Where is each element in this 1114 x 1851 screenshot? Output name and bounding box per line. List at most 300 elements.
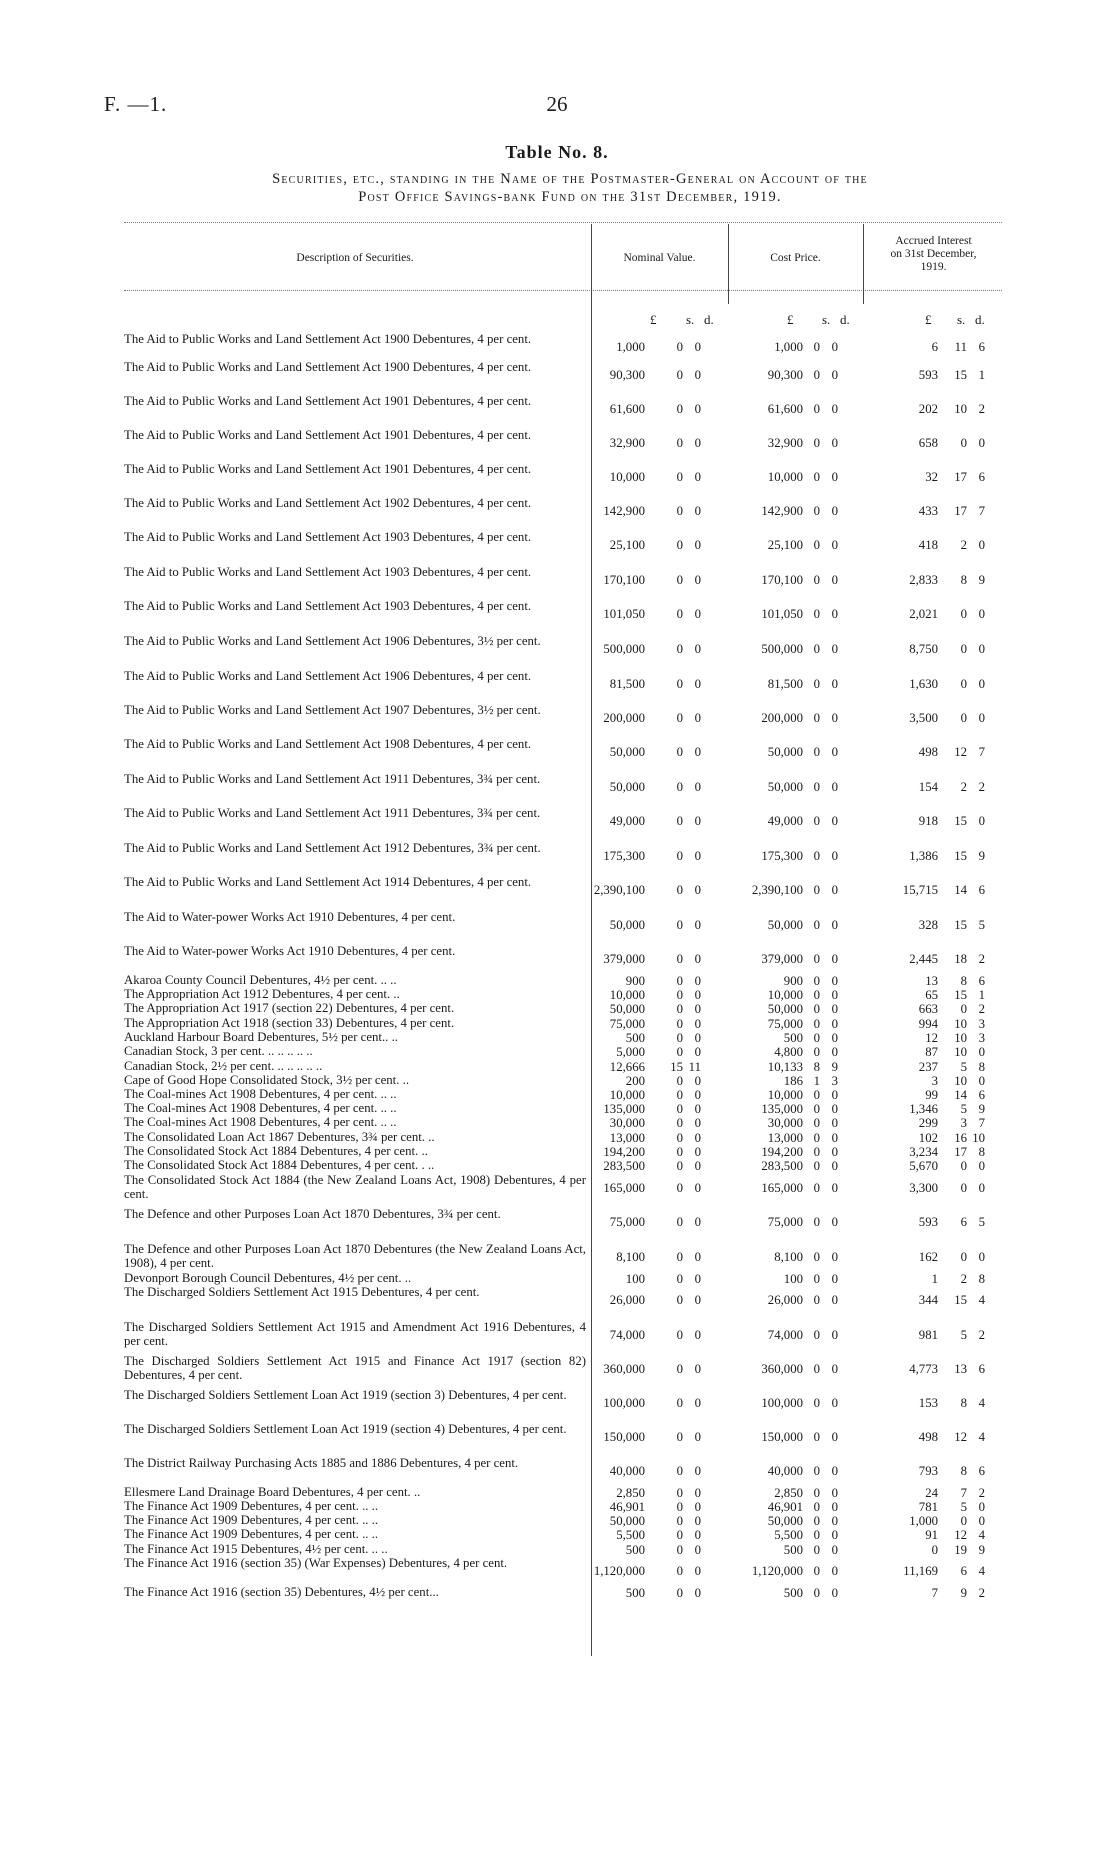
cost-shillings: 0 (813, 883, 820, 897)
cost-shillings: 0 (813, 402, 820, 416)
cost-shillings: 0 (813, 368, 820, 382)
cost-pence: 0 (831, 974, 838, 988)
header-accrued-interest (865, 235, 1002, 274)
security-description: The Discharged Soldiers Settlement Loan Act 1919 (section 3) Debentures, 4 per cent. (124, 1388, 567, 1402)
cost-price: 142,900 (761, 504, 803, 518)
cost-shillings: 0 (813, 1500, 820, 1514)
nominal-pence: 0 (694, 538, 701, 552)
security-description: The Aid to Public Works and Land Settlement Act 1914 Debentures, 4 per cent. (124, 875, 532, 889)
header-interest-line-3: 1919. (920, 261, 947, 273)
cost-shillings: 0 (813, 1102, 820, 1116)
cost-shillings: 0 (813, 952, 820, 966)
interest-pence: 4 (978, 1528, 985, 1542)
interest-shillings: 0 (960, 1514, 967, 1528)
cost-shillings: 0 (813, 1131, 820, 1145)
nominal-shillings: 0 (676, 1017, 683, 1031)
nominal-value: 150,000 (603, 1430, 645, 1444)
interest-pence: 2 (978, 780, 985, 794)
interest-pounds: 1,630 (909, 677, 938, 691)
interest-pounds: 299 (918, 1116, 938, 1130)
security-description: The Aid to Water-power Works Act 1910 Debentures, 4 per cent. (124, 910, 456, 924)
nominal-pence: 0 (694, 1002, 701, 1016)
nominal-value: 30,000 (609, 1116, 645, 1130)
nominal-pence: 0 (694, 470, 701, 484)
cost-shillings: 0 (813, 1486, 820, 1500)
cost-shillings: 0 (813, 849, 820, 863)
interest-pounds: 981 (918, 1328, 938, 1342)
nominal-pence: 0 (694, 1215, 701, 1229)
interest-pence: 0 (978, 538, 985, 552)
interest-pence: 0 (978, 1045, 985, 1059)
cost-pence: 0 (831, 1116, 838, 1130)
interest-pence: 6 (978, 470, 985, 484)
cost-shillings: 0 (813, 988, 820, 1002)
cost-price: 2,850 (774, 1486, 803, 1500)
cost-shillings: 0 (813, 1250, 820, 1264)
security-description: The Aid to Public Works and Land Settlement Act 1906 Debentures, 3½ per cent. (124, 634, 541, 648)
nominal-shillings: 0 (676, 1045, 683, 1059)
security-description: The Appropriation Act 1918 (section 33) Debentures, 4 per cent. (124, 1016, 455, 1030)
cost-shillings: 0 (813, 1564, 820, 1578)
cost-price: 50,000 (767, 918, 803, 932)
cost-price: 50,000 (767, 1002, 803, 1016)
cost-pence: 0 (831, 642, 838, 656)
security-description: The Aid to Public Works and Land Settlement Act 1906 Debentures, 4 per cent. (124, 669, 532, 683)
nominal-shillings: 0 (676, 1396, 683, 1410)
nominal-shillings: 0 (676, 1293, 683, 1307)
interest-shillings: 10 (954, 1074, 967, 1088)
cost-pence: 0 (831, 402, 838, 416)
nominal-pence: 0 (694, 745, 701, 759)
nominal-shillings: 0 (676, 1116, 683, 1130)
nominal-pence: 0 (694, 573, 701, 587)
security-description: The Aid to Public Works and Land Settlement Act 1903 Debentures, 4 per cent. (124, 599, 532, 613)
nominal-pence: 0 (694, 1159, 701, 1173)
interest-pence: 5 (978, 918, 985, 932)
cost-pence: 0 (831, 1045, 838, 1059)
cost-price: 150,000 (761, 1430, 803, 1444)
nominal-pence: 0 (694, 1362, 701, 1376)
subtitle-line-2: Post Office Savings-bank Fund on the 31st December, 1919. (358, 189, 782, 205)
cost-shillings: 0 (813, 1328, 820, 1342)
interest-shillings: 5 (960, 1328, 967, 1342)
nominal-shillings: 0 (676, 1486, 683, 1500)
nominal-shillings: 0 (676, 1159, 683, 1173)
nominal-value: 142,900 (603, 504, 645, 518)
cost-shillings: 0 (813, 780, 820, 794)
interest-shillings: 19 (954, 1543, 967, 1557)
nominal-value: 12,666 (609, 1060, 645, 1074)
nominal-pence: 0 (694, 1031, 701, 1045)
nominal-pence: 0 (694, 1181, 701, 1195)
nominal-pence: 0 (694, 504, 701, 518)
nominal-shillings: 0 (676, 1272, 683, 1286)
interest-pounds: 1,386 (909, 849, 938, 863)
interest-pounds: 3,234 (909, 1145, 938, 1159)
nominal-shillings: 0 (676, 368, 683, 382)
security-description: Akaroa County Council Debentures, 4½ per cent. .. .. (124, 973, 397, 987)
interest-pounds: 498 (918, 1430, 938, 1444)
nominal-pence: 0 (694, 436, 701, 450)
nominal-value: 379,000 (603, 952, 645, 966)
interest-pence: 6 (978, 1088, 985, 1102)
nominal-shillings: 0 (676, 1002, 683, 1016)
cost-pence: 0 (831, 1002, 838, 1016)
cost-shillings: 0 (813, 436, 820, 450)
cost-pence: 0 (831, 573, 838, 587)
security-description: The Finance Act 1909 Debentures, 4 per cent. .. .. (124, 1499, 379, 1513)
cost-pence: 0 (831, 988, 838, 1002)
nominal-value: 170,100 (603, 573, 645, 587)
interest-pounds: 344 (918, 1293, 938, 1307)
cost-price: 50,000 (767, 780, 803, 794)
interest-pounds: 498 (918, 745, 938, 759)
interest-pounds: 91 (925, 1528, 938, 1542)
interest-pounds: 102 (918, 1131, 938, 1145)
cost-pence: 0 (831, 1430, 838, 1444)
interest-shillings: 15 (954, 918, 967, 932)
interest-shillings: 8 (960, 573, 967, 587)
header-interest-line-1: Accrued Interest (895, 235, 972, 247)
interest-pounds: 4,773 (909, 1362, 938, 1376)
interest-shillings: 11 (954, 340, 967, 354)
nominal-shillings: 0 (676, 711, 683, 725)
nominal-value: 500 (625, 1543, 645, 1557)
cost-shillings: 0 (813, 1293, 820, 1307)
security-description: The Discharged Soldiers Settlement Act 1915 and Amendment Act 1916 Debentures, 4 per cent. (124, 1320, 586, 1348)
interest-pounds: 11,169 (903, 1564, 938, 1578)
cost-price: 8,100 (774, 1250, 803, 1264)
cost-pence: 9 (831, 1060, 838, 1074)
nominal-value: 101,050 (603, 607, 645, 621)
nominal-pence: 11 (688, 1060, 701, 1074)
security-description: The Aid to Public Works and Land Settlement Act 1907 Debentures, 3½ per cent. (124, 703, 541, 717)
nominal-shillings: 0 (676, 1543, 683, 1557)
interest-pounds: 1,000 (909, 1514, 938, 1528)
interest-pence: 0 (978, 677, 985, 691)
cost-pence: 0 (831, 952, 838, 966)
cost-shillings: 0 (813, 1215, 820, 1229)
cost-price: 90,300 (767, 368, 803, 382)
cost-shillings: 0 (813, 1116, 820, 1130)
interest-shillings: 12 (954, 1528, 967, 1542)
cost-price: 5,500 (774, 1528, 803, 1542)
security-description: The Aid to Public Works and Land Settlement Act 1908 Debentures, 4 per cent. (124, 737, 532, 751)
cost-shillings: 8 (813, 1060, 820, 1074)
cost-price: 10,000 (767, 988, 803, 1002)
nominal-shillings: 0 (676, 745, 683, 759)
nominal-shillings: 0 (676, 504, 683, 518)
nominal-pence: 0 (694, 711, 701, 725)
nominal-shillings: 0 (676, 677, 683, 691)
security-description: The Aid to Public Works and Land Settlement Act 1912 Debentures, 3¾ per cent. (124, 841, 541, 855)
security-description: Canadian Stock, 3 per cent. .. .. .. .. .. (124, 1044, 313, 1058)
nominal-pence: 0 (694, 1272, 701, 1286)
nominal-pence: 0 (694, 1430, 701, 1444)
interest-shillings: 6 (960, 1564, 967, 1578)
interest-pence: 8 (978, 1272, 985, 1286)
cost-price: 10,000 (767, 470, 803, 484)
nominal-shillings: 0 (676, 1328, 683, 1342)
security-description: The Appropriation Act 1917 (section 22) Debentures, 4 per cent. (124, 1001, 455, 1015)
cost-shillings: 0 (813, 1145, 820, 1159)
interest-pounds: 7 (931, 1586, 938, 1600)
security-description: The Aid to Public Works and Land Settlement Act 1903 Debentures, 4 per cent. (124, 530, 532, 544)
cost-pence: 0 (831, 711, 838, 725)
cost-price: 2,390,100 (751, 883, 803, 897)
interest-pence: 2 (978, 1586, 985, 1600)
nominal-shillings: 0 (676, 1145, 683, 1159)
interest-pounds: 918 (918, 814, 938, 828)
interest-shillings: 5 (960, 1102, 967, 1116)
nominal-value: 50,000 (609, 1002, 645, 1016)
cost-price: 61,600 (767, 402, 803, 416)
nominal-value: 46,901 (609, 1500, 645, 1514)
cost-pence: 0 (831, 677, 838, 691)
cost-pence: 0 (831, 504, 838, 518)
security-description: The Aid to Public Works and Land Settlement Act 1901 Debentures, 4 per cent. (124, 428, 532, 442)
cost-pence: 0 (831, 340, 838, 354)
security-description: The Consolidated Loan Act 1867 Debentures, 3¾ per cent. .. (124, 1130, 435, 1144)
security-description: The Finance Act 1909 Debentures, 4 per cent. .. .. (124, 1527, 379, 1541)
nominal-pound-unit: £ (650, 312, 657, 327)
nominal-pence: 0 (694, 849, 701, 863)
cost-price: 175,300 (761, 849, 803, 863)
nominal-pence: 0 (694, 402, 701, 416)
interest-pounds: 32 (925, 470, 938, 484)
interest-pounds: 6 (931, 340, 938, 354)
nominal-shillings: 0 (676, 849, 683, 863)
security-description: The Aid to Public Works and Land Settlement Act 1911 Debentures, 3¾ per cent. (124, 806, 541, 820)
interest-pence: 6 (978, 340, 985, 354)
interest-pence: 2 (978, 1328, 985, 1342)
security-description: The Finance Act 1915 Debentures, 4½ per cent. .. .. (124, 1542, 388, 1556)
cost-price: 100 (783, 1272, 803, 1286)
cost-price: 194,200 (761, 1145, 803, 1159)
nominal-value: 135,000 (603, 1102, 645, 1116)
interest-pounds: 13 (925, 974, 938, 988)
interest-shillings: 0 (960, 642, 967, 656)
interest-pence: 3 (978, 1031, 985, 1045)
security-description: The Consolidated Stock Act 1884 Debentures, 4 per cent. .. (124, 1144, 428, 1158)
cost-shillings: 0 (813, 1528, 820, 1542)
interest-shillings: 0 (960, 436, 967, 450)
interest-pence: 2 (978, 952, 985, 966)
cost-shillings: 0 (813, 974, 820, 988)
cost-shillings: 0 (813, 918, 820, 932)
interest-pence: 6 (978, 883, 985, 897)
cost-pence: 0 (831, 918, 838, 932)
cost-pence-unit: d. (840, 312, 850, 327)
cost-pence: 0 (831, 780, 838, 794)
cost-shillings: 0 (813, 1017, 820, 1031)
nominal-shillings: 0 (676, 1102, 683, 1116)
interest-shillings: 2 (960, 780, 967, 794)
page-identifier: F. —1. (104, 92, 168, 116)
interest-pounds: 1,346 (909, 1102, 938, 1116)
interest-pounds: 328 (918, 918, 938, 932)
security-description: Cape of Good Hope Consolidated Stock, 3½ per cent. .. (124, 1073, 410, 1087)
cost-price: 165,000 (761, 1181, 803, 1195)
interest-pence: 0 (978, 1181, 985, 1195)
nominal-shillings: 0 (676, 1031, 683, 1045)
cost-pound-unit: £ (787, 312, 794, 327)
nominal-pence: 0 (694, 1250, 701, 1264)
interest-pounds: 162 (918, 1250, 938, 1264)
cost-pence: 0 (831, 1017, 838, 1031)
cost-shillings: 0 (813, 538, 820, 552)
cost-pence: 0 (831, 849, 838, 863)
nominal-value: 283,500 (603, 1159, 645, 1173)
interest-pence: 5 (978, 1215, 985, 1229)
interest-pounds: 237 (918, 1060, 938, 1074)
column-divider (863, 224, 864, 304)
nominal-value: 25,100 (609, 538, 645, 552)
cost-price: 10,133 (767, 1060, 803, 1074)
nominal-shillings: 0 (676, 538, 683, 552)
nominal-shillings: 0 (676, 1464, 683, 1478)
interest-pounds: 3,500 (909, 711, 938, 725)
interest-shillings: 17 (954, 504, 967, 518)
nominal-pence: 0 (694, 1543, 701, 1557)
cost-pence: 0 (831, 1564, 838, 1578)
cost-pence: 0 (831, 1464, 838, 1478)
cost-price: 25,100 (767, 538, 803, 552)
nominal-shillings: 0 (676, 1514, 683, 1528)
cost-shillings: 0 (813, 814, 820, 828)
nominal-value: 194,200 (603, 1145, 645, 1159)
nominal-value: 50,000 (609, 918, 645, 932)
cost-shillings: 0 (813, 1031, 820, 1045)
interest-pounds: 593 (918, 368, 938, 382)
cost-price: 500 (783, 1586, 803, 1600)
interest-shillings: 0 (960, 1250, 967, 1264)
interest-pounds: 994 (918, 1017, 938, 1031)
security-description: Canadian Stock, 2½ per cent. .. .. .. .. .. (124, 1059, 323, 1073)
interest-pounds: 8,750 (909, 642, 938, 656)
interest-pounds: 3,300 (909, 1181, 938, 1195)
interest-pence: 6 (978, 1464, 985, 1478)
header-cost-price: Cost Price. (770, 252, 821, 264)
nominal-pence: 0 (694, 1514, 701, 1528)
nominal-pence: 0 (694, 1102, 701, 1116)
cost-pence: 0 (831, 1293, 838, 1307)
interest-pounds: 15,715 (902, 883, 938, 897)
nominal-pence: 0 (694, 1564, 701, 1578)
interest-pound-unit: £ (925, 312, 932, 327)
nominal-value: 10,000 (609, 470, 645, 484)
interest-shillings: 8 (960, 974, 967, 988)
interest-shillings: 8 (960, 1396, 967, 1410)
nominal-shillings: 0 (676, 642, 683, 656)
nominal-shillings: 0 (676, 1564, 683, 1578)
security-description: The Aid to Public Works and Land Settlement Act 1911 Debentures, 3¾ per cent. (124, 772, 541, 786)
cost-price: 4,800 (774, 1045, 803, 1059)
nominal-pence: 0 (694, 974, 701, 988)
interest-shillings: 0 (960, 1002, 967, 1016)
nominal-value: 10,000 (609, 988, 645, 1002)
interest-pence: 0 (978, 814, 985, 828)
interest-pence: 10 (972, 1131, 985, 1145)
nominal-value: 360,000 (603, 1362, 645, 1376)
nominal-shillings: 0 (676, 952, 683, 966)
nominal-value: 500,000 (603, 642, 645, 656)
interest-pounds: 202 (918, 402, 938, 416)
cost-shillings: 0 (813, 1272, 820, 1286)
subtitle-line-1: Securities, etc., standing in the Name of the Postmaster-General on Account of the (272, 171, 868, 187)
nominal-pence: 0 (694, 1486, 701, 1500)
nominal-value: 2,850 (616, 1486, 645, 1500)
nominal-value: 75,000 (609, 1215, 645, 1229)
interest-shillings: 15 (954, 849, 967, 863)
nominal-value: 1,120,000 (593, 1564, 645, 1578)
interest-shillings: 5 (960, 1060, 967, 1074)
cost-price: 40,000 (767, 1464, 803, 1478)
security-description: The Finance Act 1909 Debentures, 4 per cent. .. .. (124, 1513, 379, 1527)
cost-pence: 0 (831, 607, 838, 621)
nominal-pence: 0 (694, 1074, 701, 1088)
header-description: Description of Securities. (296, 252, 414, 264)
nominal-pence: 0 (694, 1017, 701, 1031)
interest-shillings: 2 (960, 538, 967, 552)
security-description: The Aid to Public Works and Land Settlement Act 1900 Debentures, 4 per cent. (124, 360, 532, 374)
cost-price: 500 (783, 1031, 803, 1045)
interest-pounds: 1 (931, 1272, 938, 1286)
nominal-pence: 0 (694, 952, 701, 966)
nominal-value: 500 (625, 1586, 645, 1600)
nominal-shillings: 0 (676, 1250, 683, 1264)
nominal-shillings: 0 (676, 1074, 683, 1088)
cost-price: 283,500 (761, 1159, 803, 1173)
interest-pence: 7 (978, 745, 985, 759)
cost-price: 50,000 (767, 745, 803, 759)
interest-pence: 9 (978, 849, 985, 863)
table-title: Table No. 8. (505, 142, 609, 162)
interest-pence: 0 (978, 642, 985, 656)
interest-pounds: 2,021 (909, 607, 938, 621)
nominal-shillings: 0 (676, 780, 683, 794)
cost-price: 81,500 (767, 677, 803, 691)
cost-shilling-unit: s. (822, 312, 831, 327)
cost-shillings: 0 (813, 504, 820, 518)
nominal-value: 5,500 (616, 1528, 645, 1542)
interest-shillings: 18 (954, 952, 967, 966)
interest-pence: 8 (978, 1060, 985, 1074)
nominal-value: 32,900 (609, 436, 645, 450)
interest-pence: 0 (978, 1514, 985, 1528)
nominal-shillings: 0 (676, 1586, 683, 1600)
cost-pence: 3 (831, 1074, 838, 1088)
interest-shillings: 17 (954, 470, 967, 484)
nominal-shillings: 0 (676, 1500, 683, 1514)
nominal-value: 90,300 (609, 368, 645, 382)
interest-pence: 7 (978, 504, 985, 518)
interest-shillings: 14 (954, 1088, 967, 1102)
security-description: The Discharged Soldiers Settlement Act 1915 Debentures, 4 per cent. (124, 1285, 480, 1299)
interest-pence: 4 (978, 1430, 985, 1444)
security-description: The Finance Act 1916 (section 35) Debentures, 4½ per cent... (124, 1585, 439, 1599)
interest-pounds: 87 (925, 1045, 938, 1059)
security-description: The Consolidated Stock Act 1884 Debentures, 4 per cent. . .. (124, 1158, 435, 1172)
interest-pence: 9 (978, 1543, 985, 1557)
security-description: The Discharged Soldiers Settlement Loan Act 1919 (section 4) Debentures, 4 per cent. (124, 1422, 567, 1436)
cost-pence: 0 (831, 745, 838, 759)
nominal-shillings: 15 (670, 1060, 683, 1074)
interest-shillings: 7 (960, 1486, 967, 1500)
interest-shillings: 17 (954, 1145, 967, 1159)
interest-shillings: 9 (960, 1586, 967, 1600)
nominal-shillings: 0 (676, 883, 683, 897)
